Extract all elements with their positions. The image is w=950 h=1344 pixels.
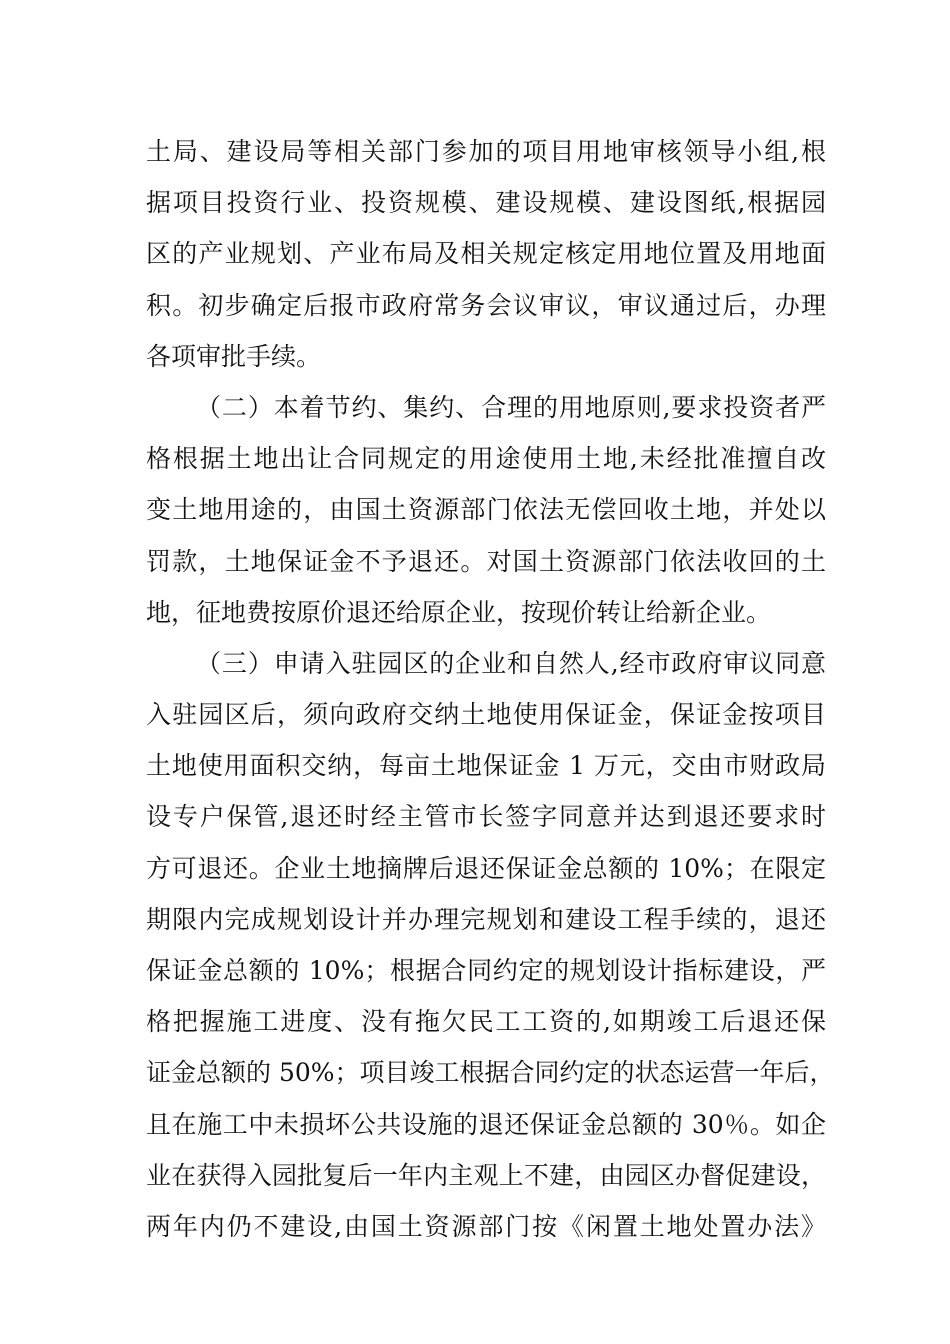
text-line: 各项审批手续。 xyxy=(146,341,322,371)
text-line: 变土地用途的，由国土资源部门依法无偿回收土地，并处以 xyxy=(146,495,826,525)
text-line: 格把握施工进度、没有拖欠民工工资的,如期竣工后退还保 xyxy=(146,1007,826,1037)
text-line: 土地使用面积交纳，每亩土地保证金 1 万元，交由市财政局 xyxy=(146,751,826,781)
text-line: 两年内仍不建设,由国土资源部门按《闲置土地处置办法》 xyxy=(146,1211,826,1241)
text-line: 罚款，土地保证金不予退还。对国土资源部门依法收回的土 xyxy=(146,546,826,576)
text-line: 据项目投资行业、投资规模、建设规模、建设图纸,根据园 xyxy=(146,188,826,218)
text-line: 格根据土地出让合同规定的用途使用土地,未经批准擅自改 xyxy=(146,444,826,474)
text-line: 保证金总额的 10%；根据合同约定的规划设计指标建设，严 xyxy=(146,956,826,985)
text-line: 地，征地费按原价退还给原企业，按现价转让给新企业。 xyxy=(146,597,772,627)
text-line: （三）申请入驻园区的企业和自然人,经市政府审议同意 xyxy=(196,648,826,678)
text-line: 区的产业规划、产业布局及相关规定核定用地位置及用地面 xyxy=(146,239,826,269)
document-body xyxy=(146,126,835,1252)
text-line: 积。初步确定后报市政府常务会议审议，审议通过后，办理 xyxy=(146,290,826,320)
text-line: 期限内完成规划设计并办理完规划和建设工程手续的，退还 xyxy=(146,904,826,934)
text-line: （二）本着节约、集约、合理的用地原则,要求投资者严 xyxy=(196,392,826,422)
text-line: 土局、建设局等相关部门参加的项目用地审核领导小组,根 xyxy=(146,137,826,166)
text-line: 方可退还。企业土地摘牌后退还保证金总额的 10%；在限定 xyxy=(146,853,826,883)
text-line: 设专户保管,退还时经主管市长签字同意并达到退还要求时 xyxy=(146,802,826,832)
text-line: 入驻园区后，须向政府交纳土地使用保证金，保证金按项目 xyxy=(146,700,826,730)
text-line: 且在施工中未损坏公共设施的退还保证金总额的 30％。如企 xyxy=(146,1109,826,1139)
text-line: 业在获得入园批复后一年内主观上不建，由园区办督促建设， xyxy=(146,1160,826,1190)
text-line: 证金总额的 50%；项目竣工根据合同约定的状态运营一年后， xyxy=(146,1058,835,1088)
